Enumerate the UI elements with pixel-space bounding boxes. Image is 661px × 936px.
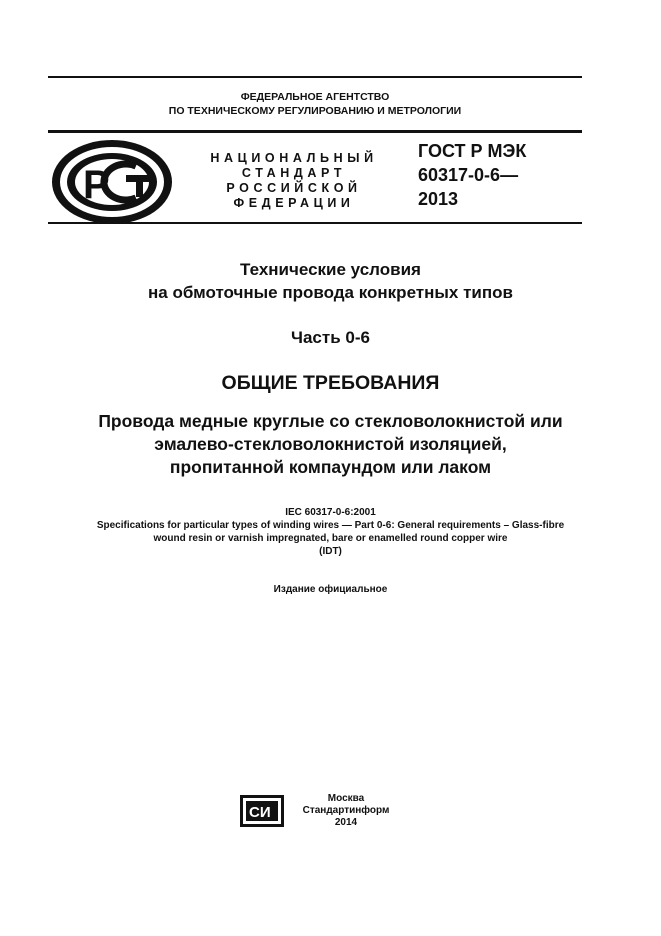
national-standard-line: НАЦИОНАЛЬНЫЙ <box>210 151 378 165</box>
designation-line: ГОСТ Р МЭК <box>418 141 527 161</box>
document-title <box>20 258 641 304</box>
svg-text:P: P <box>83 163 110 207</box>
national-standard-line: РОССИЙСКОЙ <box>226 181 362 195</box>
header-rule <box>48 130 582 133</box>
top-rule <box>48 76 582 78</box>
publication-year: 2014 <box>334 817 358 828</box>
title-line: на обмоточные провода конкретных типов <box>148 283 513 302</box>
iec-line: IEC 60317-0-6:2001 <box>285 507 376 518</box>
subtitle-line: Провода медные круглые со стекловолокнистой или <box>98 411 563 431</box>
document-subtitle <box>20 410 641 479</box>
iec-reference <box>20 506 641 558</box>
edition-label: Издание официальное <box>273 584 388 595</box>
designation-line: 60317-0-6— <box>418 165 519 185</box>
subtitle-line: пропитанной компаундом или лаком <box>169 457 492 477</box>
publisher-info <box>292 793 400 829</box>
title-line: Технические условия <box>240 260 421 279</box>
rst-emblem-icon <box>50 138 174 226</box>
svg-text:СИ: СИ <box>249 804 271 821</box>
iec-line: (IDT) <box>319 546 342 557</box>
publisher-name: Стандартинформ <box>302 805 390 816</box>
general-requirements-heading: ОБЩИЕ ТРЕБОВАНИЯ <box>221 372 440 394</box>
bottom-header-rule <box>48 222 582 224</box>
national-standard-label <box>196 151 392 211</box>
agency-line: ФЕДЕРАЛЬНОЕ АГЕНТСТВО <box>240 91 390 103</box>
agency-line: ПО ТЕХНИЧЕСКОМУ РЕГУЛИРОВАНИЮ И МЕТРОЛОГИИ <box>168 105 462 117</box>
standard-designation <box>418 139 588 211</box>
iec-line: Specifications for particular types of winding wires — Part 0-6: General requirements – Glass-fibre <box>96 520 565 531</box>
national-standard-line: ФЕДЕРАЦИИ <box>233 196 355 210</box>
standartinform-logo-icon <box>240 795 284 827</box>
iec-line: wound resin or varnish impregnated, bare or enamelled round copper wire <box>153 533 508 544</box>
agency-name <box>48 90 582 118</box>
designation-line: 2013 <box>418 189 459 209</box>
part-number: Часть 0-6 <box>291 328 370 347</box>
publisher-city: Москва <box>327 793 365 804</box>
national-standard-line: СТАНДАРТ <box>241 166 347 180</box>
subtitle-line: эмалево-стекловолокнистой изоляцией, <box>154 434 507 454</box>
